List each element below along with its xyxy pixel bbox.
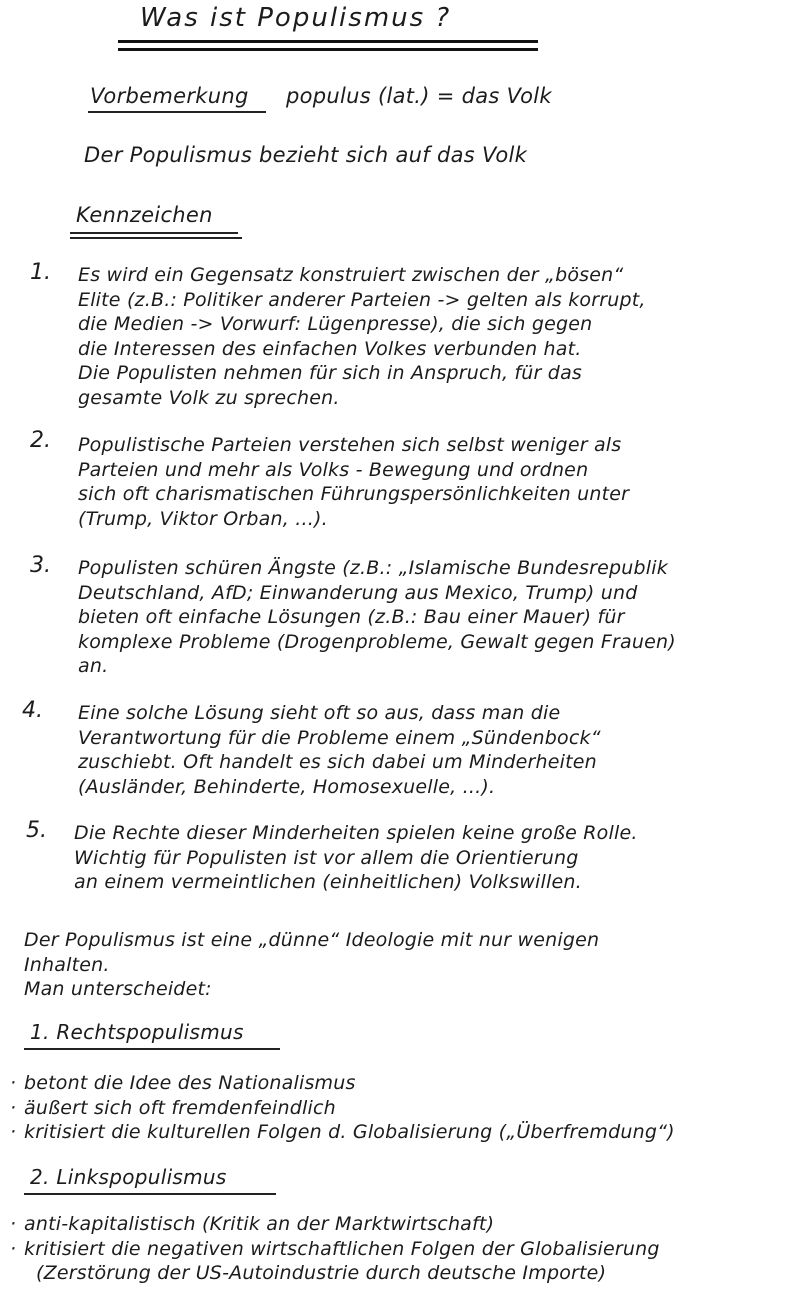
type-2-bullet: · kritisiert die negativen wirtschaftlichen Folgen der Globalisierung	[10, 1237, 660, 1262]
item-5-line: Wichtig für Populisten ist vor allem die Orientierung	[74, 846, 579, 869]
type-2-heading: 2. Linkspopulismus	[30, 1165, 227, 1189]
item-5-number: 5.	[26, 818, 47, 843]
item-1-number: 1.	[30, 260, 51, 285]
item-1-line: Elite (z.B.: Politiker anderer Parteien -> gelten als korrupt,	[78, 288, 646, 311]
item-2-text	[78, 433, 629, 531]
item-4-line: Verantwortung für die Probleme einem „Sündenbock“	[78, 726, 601, 749]
summary-line: Der Populismus ist eine „dünne“ Ideologie mit nur wenigen	[24, 929, 600, 951]
item-3-line: bieten oft einfache Lösungen (z.B.: Bau einer Mauer) für	[78, 606, 625, 628]
item-5-text	[74, 821, 638, 895]
title-underline-top	[118, 40, 538, 43]
type-2-bullet: · anti-kapitalistisch (Kritik an der Marktwirtschaft)	[10, 1212, 660, 1237]
item-3-line: Populisten schüren Ängste (z.B.: „Islamische Bundesrepublik	[78, 557, 668, 579]
type-1-underline	[24, 1048, 280, 1050]
item-1-line: Die Populisten nehmen für sich in Anspruch, für das	[78, 362, 583, 384]
item-2-line: (Trump, Viktor Orban, ...).	[78, 507, 328, 530]
item-1-line: gesamte Volk zu sprechen.	[78, 386, 340, 409]
item-3-line: Deutschland, AfD; Einwanderung aus Mexico, Trump) und	[78, 581, 638, 604]
item-3-number: 3.	[30, 553, 51, 578]
item-1-text	[78, 263, 646, 410]
item-3-line: an.	[78, 655, 109, 677]
type-2-underline	[24, 1193, 276, 1195]
type-1-heading: 1. Rechtspopulismus	[30, 1020, 244, 1044]
type-2-bullet: (Zerstörung der US-Autoindustrie durch deutsche Importe)	[36, 1262, 607, 1284]
vorbemerkung-label: Vorbemerkung	[90, 84, 249, 108]
kennzeichen-underline-2	[70, 237, 242, 239]
kennzeichen-heading: Kennzeichen	[76, 203, 213, 227]
item-1-line: Es wird ein Gegensatz konstruiert zwischen der „bösen“	[78, 264, 624, 286]
item-2-line: Populistische Parteien verstehen sich selbst weniger als	[78, 434, 622, 456]
summary-text	[24, 928, 599, 1002]
item-4-line: (Ausländer, Behinderte, Homosexuelle, ...).	[78, 775, 496, 798]
item-4-number: 4.	[22, 698, 43, 723]
vorbemerkung-definition: populus (lat.) = das Volk	[286, 84, 552, 108]
title-underline-bottom	[118, 48, 538, 51]
item-2-line: sich oft charismatischen Führungspersönlichkeiten unter	[78, 483, 630, 505]
kennzeichen-underline-1	[70, 232, 238, 234]
item-2-number: 2.	[30, 428, 51, 453]
summary-line: Man unterscheidet:	[24, 978, 212, 1000]
type-1-bullet: · äußert sich oft fremdenfeindlich	[10, 1096, 675, 1121]
item-5-line: Die Rechte dieser Minderheiten spielen keine große Rolle.	[74, 822, 638, 844]
summary-line: Inhalten.	[24, 953, 110, 976]
item-4-line: Eine solche Lösung sieht oft so aus, dass man die	[78, 702, 561, 724]
type-1-bullet: · kritisiert die kulturellen Folgen d. Globalisierung („Überfremdung“)	[10, 1120, 675, 1145]
page-title: Was ist Populismus ?	[140, 3, 452, 33]
item-4-line: zuschiebt. Oft handelt es sich dabei um Minderheiten	[78, 751, 597, 773]
vorbemerkung-underline	[88, 111, 266, 113]
item-5-line: an einem vermeintlichen (einheitlichen) Volkswillen.	[74, 871, 582, 893]
item-2-line: Parteien und mehr als Volks - Bewegung und ordnen	[78, 458, 589, 481]
item-4-text	[78, 701, 601, 799]
type-1-bullet: · betont die Idee des Nationalismus	[10, 1071, 675, 1096]
item-1-line: die Interessen des einfachen Volkes verbunden hat.	[78, 337, 582, 360]
item-3-text	[78, 556, 676, 679]
item-3-line: komplexe Probleme (Drogenprobleme, Gewalt gegen Frauen)	[78, 630, 676, 653]
type-1-bullets	[10, 1071, 675, 1145]
type-2-bullets	[10, 1212, 660, 1286]
item-1-line: die Medien -> Vorwurf: Lügenpresse), die sich gegen	[78, 313, 593, 335]
vorbemerkung-sentence: Der Populismus bezieht sich auf das Volk	[84, 143, 528, 167]
